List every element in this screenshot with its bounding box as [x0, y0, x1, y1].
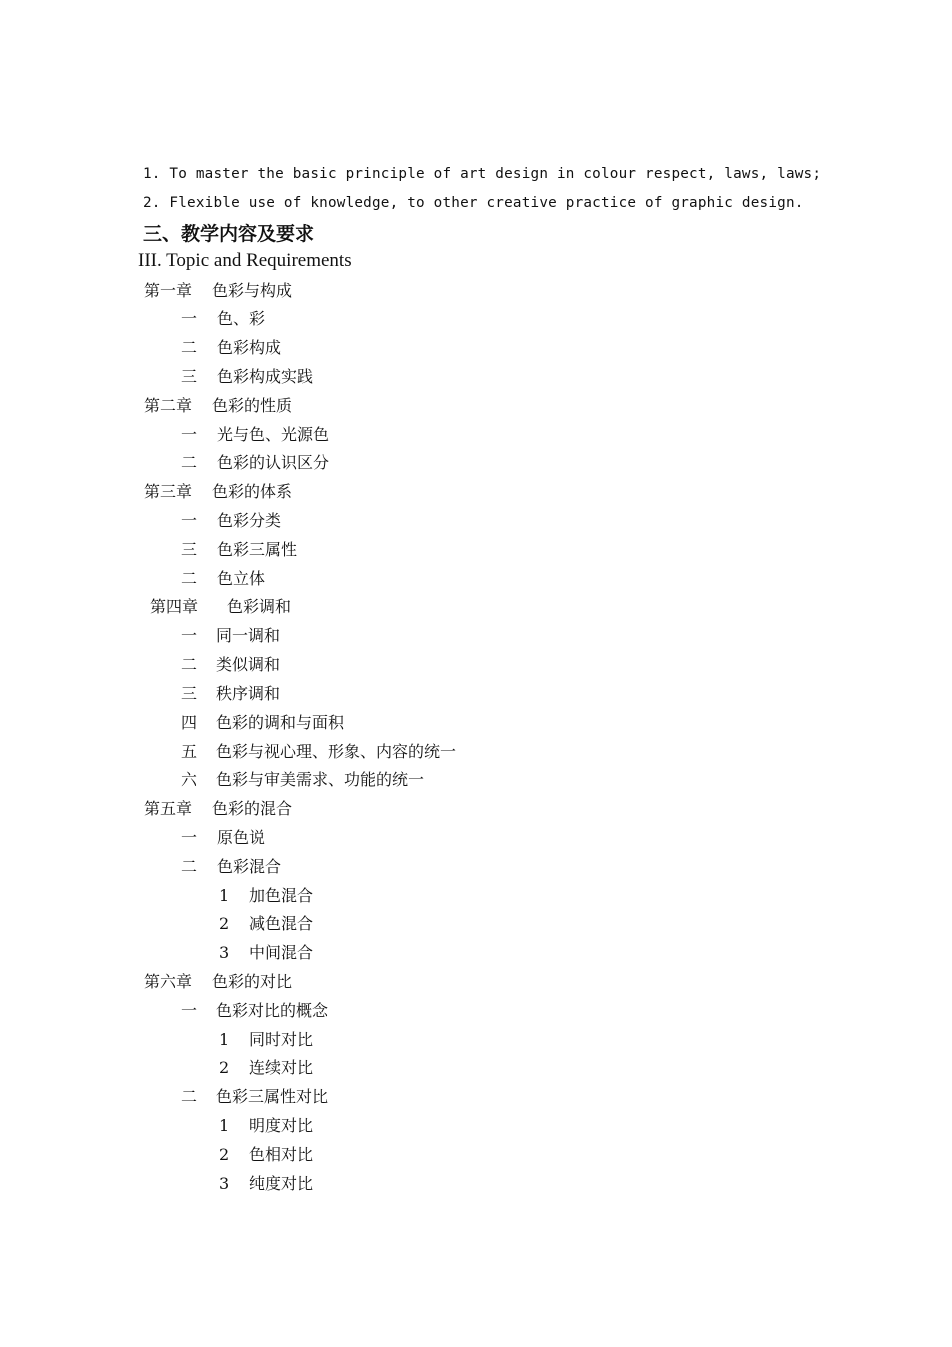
objective-line-2: 2. Flexible use of knowledge, to other creative practice of graphic design.: [143, 195, 804, 211]
outline-number: 2: [219, 1145, 230, 1164]
outline-number: 五: [181, 742, 198, 761]
outline-number: 1: [219, 886, 230, 905]
outline-text: 色彩与构成: [212, 281, 293, 300]
outline-number: 第五章: [144, 799, 193, 818]
outline-text: 色彩三属性: [217, 540, 298, 559]
outline-text: 色彩的调和与面积: [216, 713, 345, 732]
outline-text: 明度对比: [249, 1116, 314, 1135]
outline-number: 四: [181, 713, 198, 732]
outline-number: 一: [181, 828, 198, 847]
outline-text: 连续对比: [249, 1058, 314, 1077]
outline-text: 原色说: [217, 828, 266, 847]
outline-text: 色、彩: [217, 309, 266, 328]
outline-text: 纯度对比: [249, 1174, 314, 1193]
outline-text: 同时对比: [249, 1030, 314, 1049]
outline-number: 一: [181, 511, 198, 530]
outline-number: 2: [219, 1058, 230, 1077]
outline-text: 色彩的性质: [212, 396, 293, 415]
outline-text: 色相对比: [249, 1145, 314, 1164]
outline-number: 一: [181, 309, 198, 328]
outline-text: 类似调和: [216, 655, 281, 674]
outline-number: 第三章: [144, 482, 193, 501]
outline-number: 三: [181, 684, 198, 703]
outline-number: 3: [219, 943, 230, 962]
outline-number: 1: [219, 1030, 230, 1049]
outline-number: 二: [181, 338, 198, 357]
outline-text: 加色混合: [249, 886, 314, 905]
outline-text: 色彩混合: [217, 857, 282, 876]
outline-text: 色彩与视心理、形象、内容的统一: [216, 742, 457, 761]
outline-text: 色彩的对比: [212, 972, 293, 991]
outline-number: 二: [181, 453, 198, 472]
outline-number: 六: [181, 770, 198, 789]
outline-text: 色彩对比的概念: [216, 1001, 329, 1020]
objective-line-1: 1. To master the basic principle of art design in colour respect, laws, laws;: [143, 166, 822, 182]
outline-number: 二: [181, 569, 198, 588]
outline-number: 第四章: [150, 597, 199, 616]
outline-text: 色彩三属性对比: [216, 1087, 329, 1106]
outline-number: 一: [181, 626, 198, 645]
outline-number: 二: [181, 1087, 198, 1106]
outline-number: 一: [181, 425, 198, 444]
outline-text: 色立体: [217, 569, 266, 588]
outline-text: 色彩构成实践: [217, 367, 314, 386]
outline-text: 秩序调和: [216, 684, 281, 703]
outline-number: 二: [181, 857, 198, 876]
section-heading-cn: 三、教学内容及要求: [143, 223, 315, 245]
outline-text: 色彩构成: [217, 338, 282, 357]
outline-text: 色彩的认识区分: [217, 453, 330, 472]
outline-number: 第二章: [144, 396, 193, 415]
outline-number: 第一章: [144, 281, 193, 300]
outline-number: 第六章: [144, 972, 193, 991]
outline-number: 二: [181, 655, 198, 674]
outline-number: 2: [219, 914, 230, 933]
outline-text: 减色混合: [249, 914, 314, 933]
outline-number: 三: [181, 540, 198, 559]
outline-text: 色彩的体系: [212, 482, 293, 501]
section-heading-en: III. Topic and Requirements: [138, 250, 352, 271]
outline-text: 光与色、光源色: [217, 425, 330, 444]
outline-number: 三: [181, 367, 198, 386]
outline-text: 同一调和: [216, 626, 281, 645]
outline-text: 中间混合: [249, 943, 314, 962]
outline-text: 色彩分类: [217, 511, 282, 530]
outline-number: 3: [219, 1174, 230, 1193]
outline-number: 一: [181, 1001, 198, 1020]
outline-number: 1: [219, 1116, 230, 1135]
outline-text: 色彩调和: [227, 597, 292, 616]
outline-text: 色彩与审美需求、功能的统一: [216, 770, 425, 789]
outline-text: 色彩的混合: [212, 799, 293, 818]
